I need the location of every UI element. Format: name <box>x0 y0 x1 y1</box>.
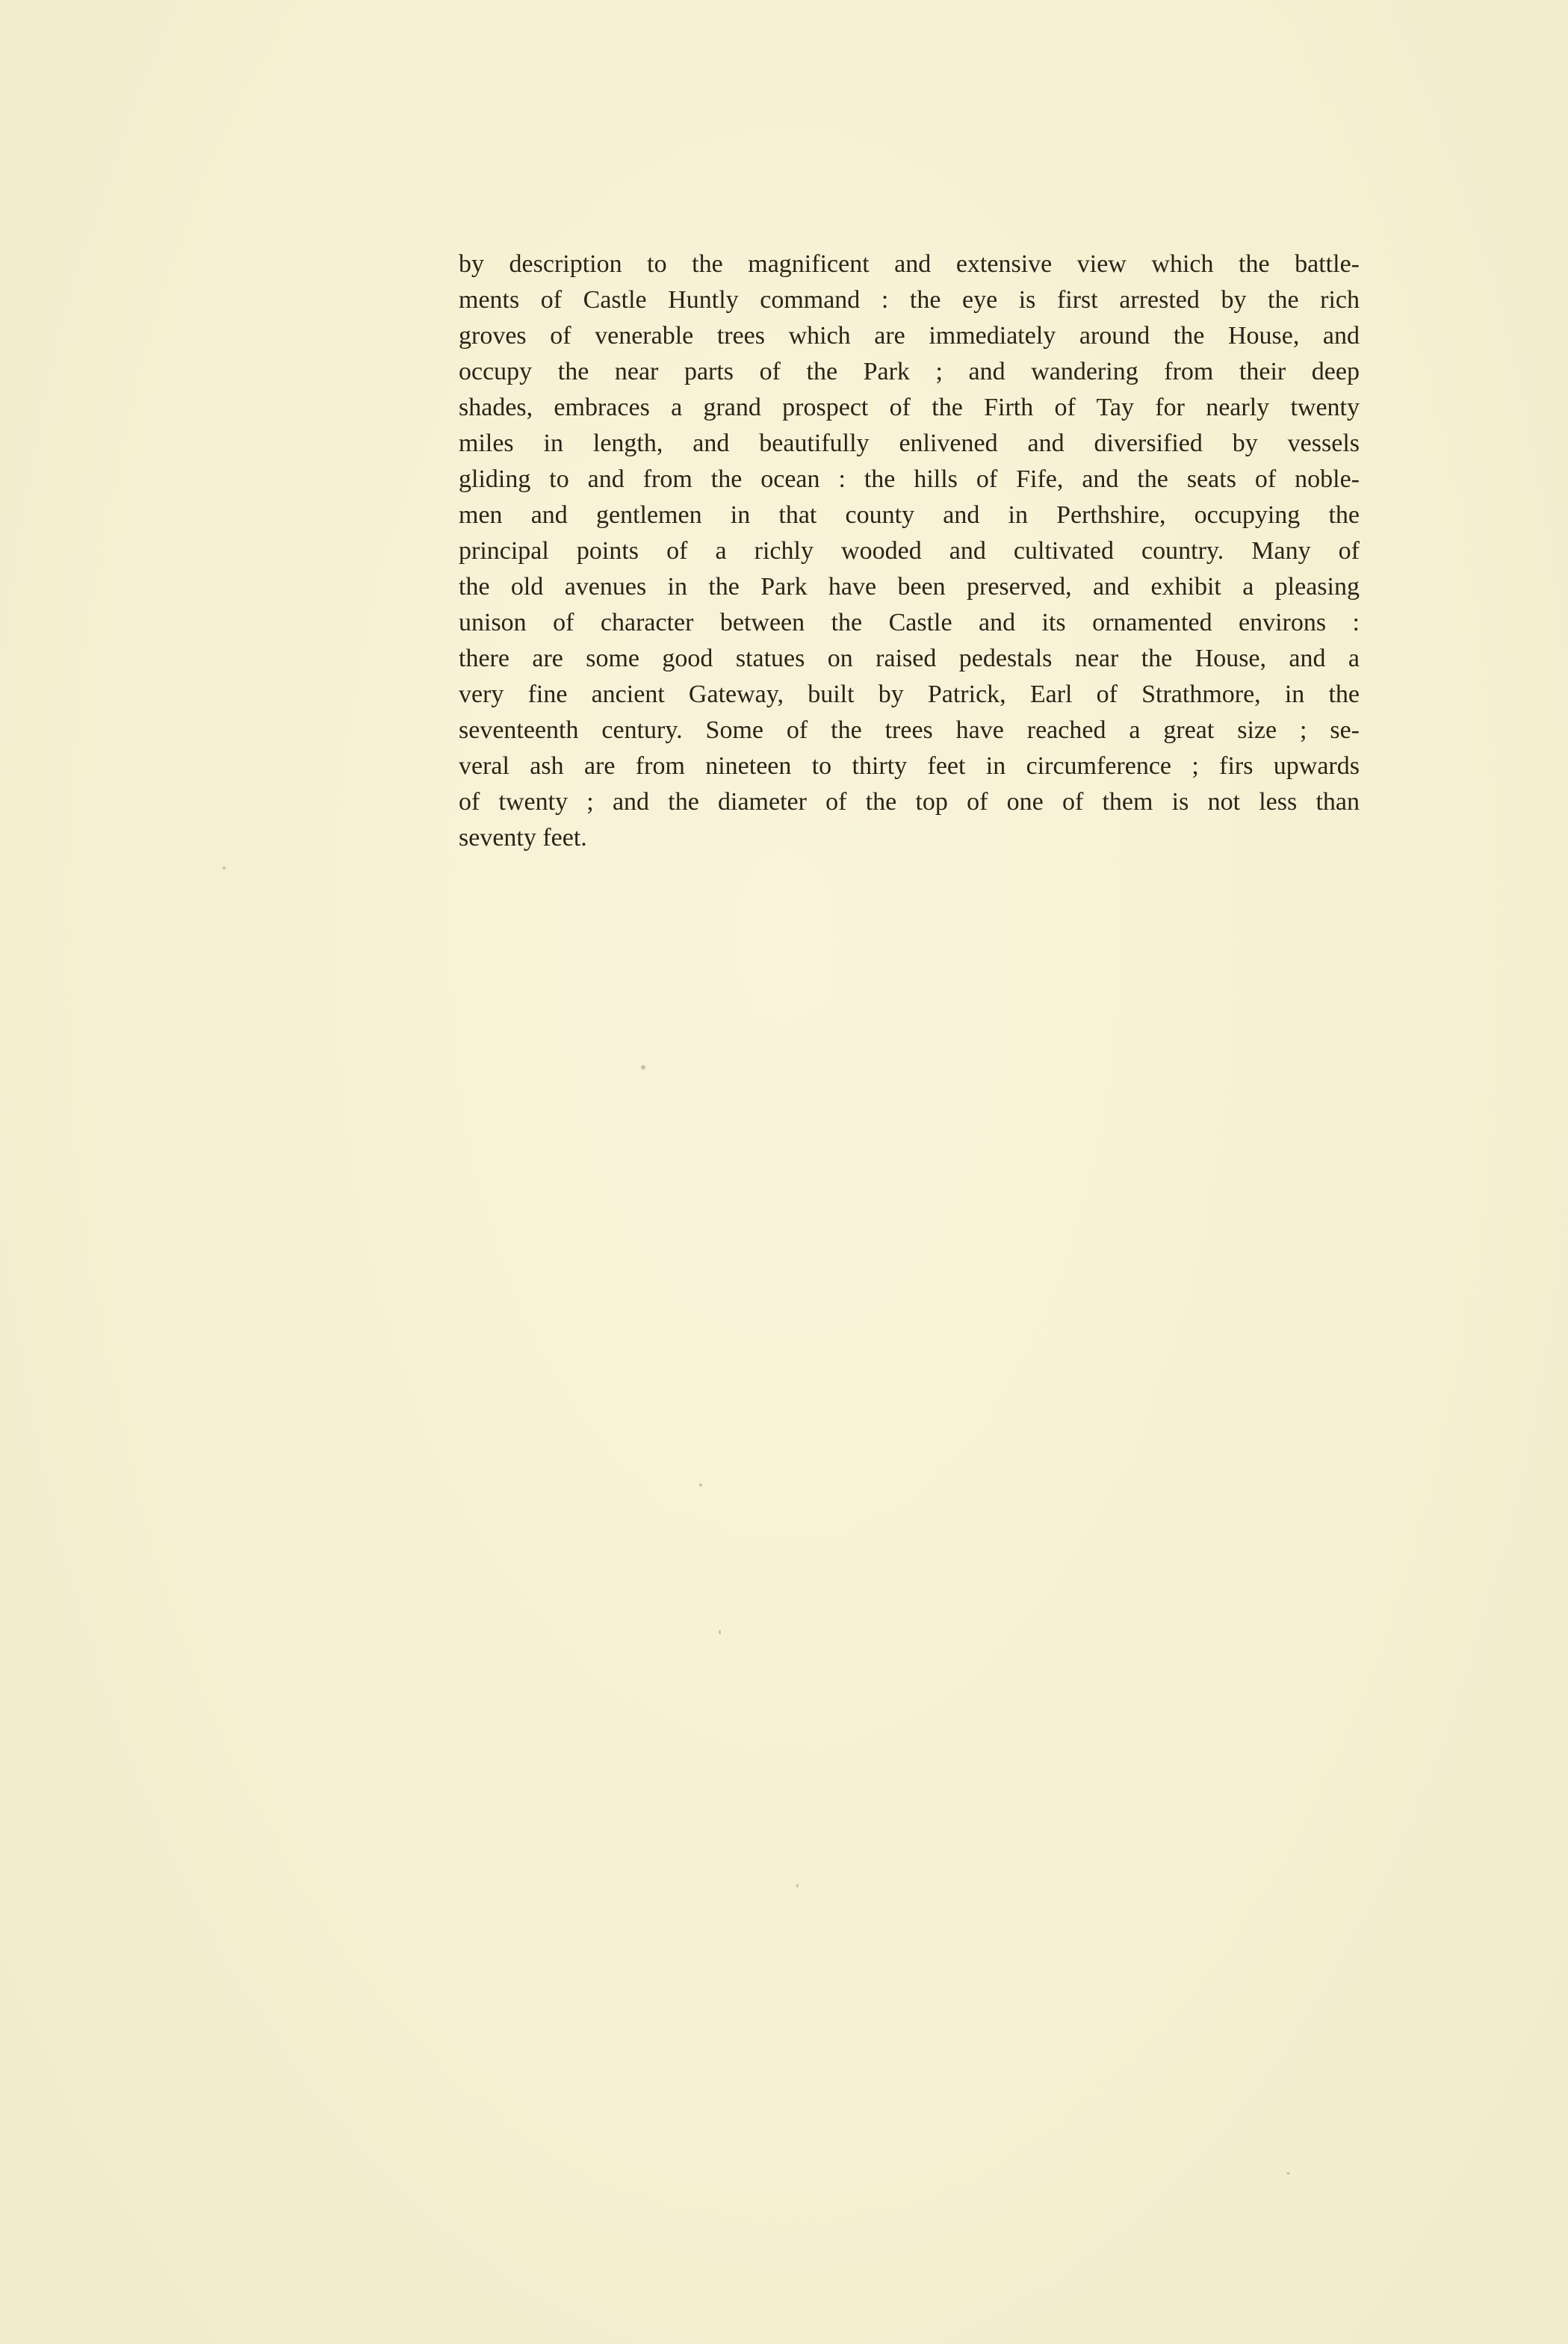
text-line: miles in length, and beautifully enlivened and diversified by vessels <box>459 430 1360 457</box>
paper-speck <box>641 1065 645 1070</box>
text-line: there are some good statues on raised pedestals near the House, and a <box>459 645 1360 672</box>
paper-speck <box>1286 2172 1290 2174</box>
text-line: the old avenues in the Park have been preserved, and exhibit a pleasing <box>459 573 1360 601</box>
text-line: unison of character between the Castle and its ornamented environs : <box>459 609 1360 636</box>
text-line: veral ash are from nineteen to thirty feet in circumference ; firs upwards <box>459 752 1360 780</box>
text-line: gliding to and from the ocean : the hills of Fife, and the seats of noble- <box>459 465 1360 493</box>
paper-speck <box>223 866 226 869</box>
text-line-last: seventy feet. <box>459 824 587 852</box>
text-line: principal points of a richly wooded and cultivated country. Many of <box>459 537 1360 565</box>
text-line: very fine ancient Gateway, built by Patrick, Earl of Strathmore, in the <box>459 680 1360 708</box>
paper-speck <box>699 1483 702 1486</box>
text-line: men and gentlemen in that county and in Perthshire, occupying the <box>459 501 1360 529</box>
text-line: groves of venerable trees which are immediately around the House, and <box>459 322 1360 350</box>
text-line: by description to the magnificent and extensive view which the battle- <box>459 250 1360 278</box>
body-paragraph <box>459 247 1360 856</box>
text-line: occupy the near parts of the Park ; and wandering from their deep <box>459 358 1360 385</box>
paper-speck <box>796 1884 799 1888</box>
text-line: ments of Castle Huntly command : the eye is first arrested by the rich <box>459 286 1360 314</box>
text-line: of twenty ; and the diameter of the top of one of them is not less than <box>459 788 1360 816</box>
paper-speck <box>719 1630 721 1634</box>
text-line: seventeenth century. Some of the trees have reached a great size ; se- <box>459 716 1360 744</box>
text-line: shades, embraces a grand prospect of the Firth of Tay for nearly twenty <box>459 394 1360 421</box>
